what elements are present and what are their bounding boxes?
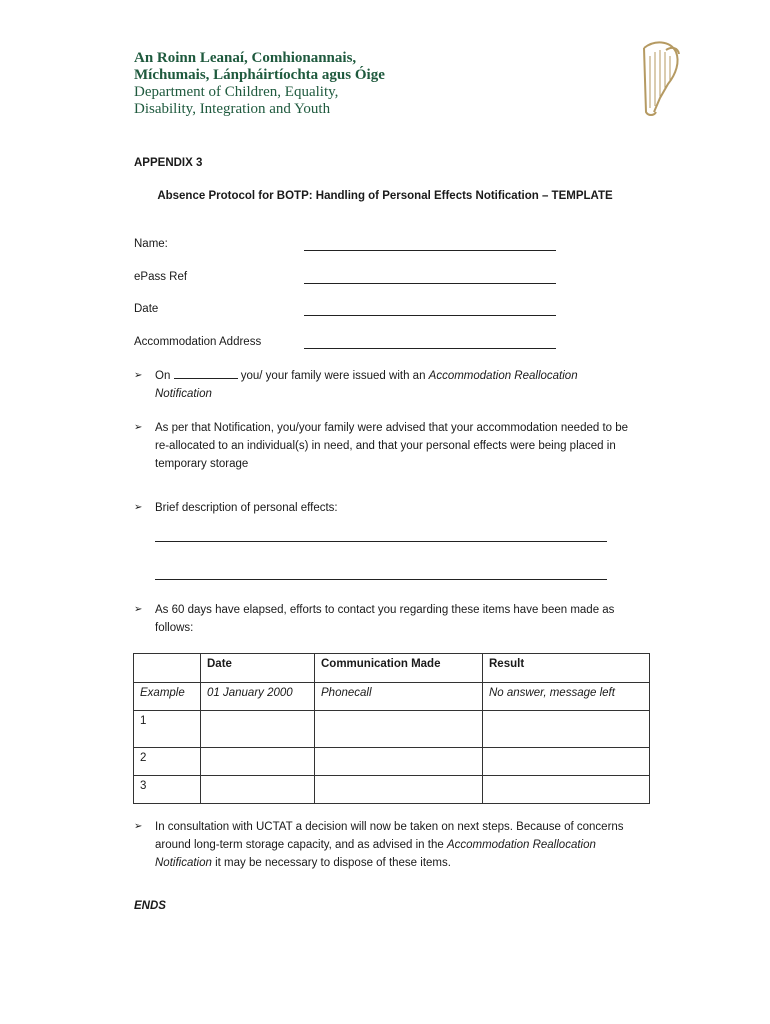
bullet-text: On you/ your family were issued with an Accommodation Reallocation Notification (155, 370, 578, 400)
table-cell[interactable] (201, 776, 315, 804)
table-cell: No answer, message left (483, 683, 650, 711)
table-cell: Phonecall (315, 683, 483, 711)
table-cell[interactable] (201, 711, 315, 748)
table-cell: 1 (134, 711, 201, 748)
date-label: Date (134, 303, 159, 315)
table-row (134, 776, 650, 804)
epass-label: ePass Ref (134, 271, 188, 283)
table-cell: 01 January 2000 (201, 683, 315, 711)
table-cell[interactable] (483, 711, 650, 748)
table-header: Communication Made (315, 654, 483, 683)
epass-field[interactable] (304, 283, 556, 284)
table-header: Result (483, 654, 650, 683)
name-field[interactable] (304, 250, 556, 251)
bullet-text: As per that Notification, you/your family were advised that your accommodation needed to be re-allocated to an individual(s) in need, and that your personal effects were being placed in temporary storage (155, 422, 629, 470)
dept-irish-line1: An Roinn Leanaí, Comhionannais, (134, 50, 357, 66)
dept-english-line2: Disability, Integration and Youth (134, 101, 331, 117)
name-label: Name: (134, 238, 168, 250)
arrow-bullet-icon: ➢ (134, 821, 143, 832)
table-cell: 2 (134, 748, 201, 776)
ends-label: ENDS (134, 900, 166, 912)
department-name (134, 50, 385, 118)
arrow-bullet-icon: ➢ (134, 604, 143, 615)
table-cell[interactable] (201, 748, 315, 776)
table-header-row (134, 654, 650, 683)
table-row (134, 683, 650, 711)
dept-irish-line2: Míchumais, Lánpháirtíochta agus Óige (134, 67, 385, 83)
table-cell[interactable] (483, 776, 650, 804)
table-cell[interactable] (315, 776, 483, 804)
arrow-bullet-icon: ➢ (134, 422, 143, 433)
arrow-bullet-icon: ➢ (134, 370, 143, 381)
bullet-text: Brief description of personal effects: (155, 502, 338, 514)
table-row (134, 748, 650, 776)
table-header: Date (201, 654, 315, 683)
description-line-2[interactable] (155, 579, 607, 580)
date-field[interactable] (304, 315, 556, 316)
bullet-text: In consultation with UCTAT a decision will now be taken on next steps. Because of concerns around long-term storage capacity, and as advised in the Accommodation Reallocation Notification it may be necessary to dispose of these items. (155, 821, 624, 869)
table-header (134, 654, 201, 683)
harp-icon (636, 38, 682, 120)
address-label: Accommodation Address (134, 336, 262, 348)
arrow-bullet-icon: ➢ (134, 502, 143, 513)
document-title: Absence Protocol for BOTP: Handling of Personal Effects Notification – TEMPLATE (157, 190, 613, 202)
contact-log-table (133, 653, 650, 804)
table-row (134, 711, 650, 748)
description-line-1[interactable] (155, 541, 607, 542)
table-cell[interactable] (315, 748, 483, 776)
bullet-text: As 60 days have elapsed, efforts to contact you regarding these items have been made as follows: (155, 604, 615, 634)
table-cell: 3 (134, 776, 201, 804)
address-field[interactable] (304, 348, 556, 349)
dept-english-line1: Department of Children, Equality, (134, 84, 339, 100)
issue-date-blank[interactable] (174, 368, 238, 379)
table-cell[interactable] (483, 748, 650, 776)
appendix-label: APPENDIX 3 (134, 157, 203, 169)
table-cell[interactable] (315, 711, 483, 748)
table-cell: Example (134, 683, 201, 711)
